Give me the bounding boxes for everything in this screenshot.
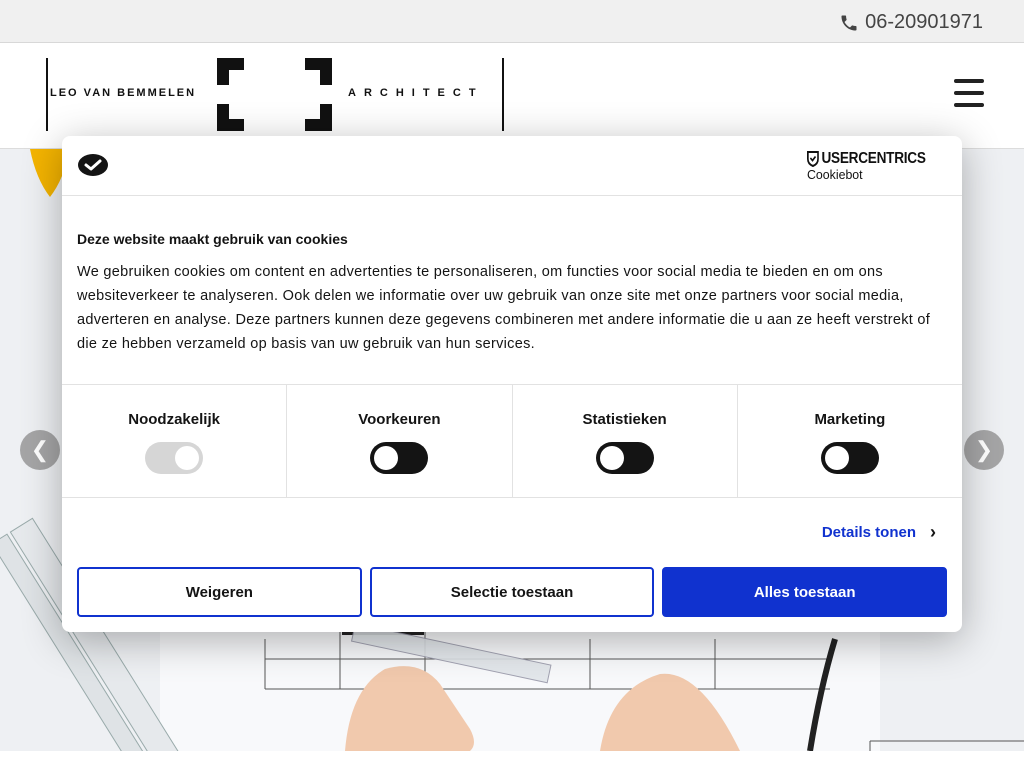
hamburger-menu-icon[interactable] (954, 79, 984, 107)
cookie-consent-dialog (62, 136, 962, 632)
statistics-toggle[interactable] (596, 442, 654, 474)
logo-divider (502, 58, 504, 131)
category-preferences (287, 385, 512, 497)
usercentrics-brand-name: USERCENTRICS (821, 150, 927, 167)
logo-text-architect: ARCHITECT (348, 87, 484, 99)
preferences-toggle[interactable] (370, 442, 428, 474)
page-background (0, 751, 1024, 768)
dialog-actions (77, 567, 947, 617)
phone-number[interactable]: 06-20901971 (865, 11, 983, 33)
category-label: Marketing (814, 411, 886, 428)
chevron-left-icon: ❮ (30, 437, 50, 462)
allow-all-button[interactable]: Alles toestaan (662, 567, 947, 617)
cookiebot-brand-name: Cookiebot (807, 167, 863, 182)
usercentrics-logo[interactable] (807, 150, 947, 182)
show-details-link[interactable] (822, 522, 936, 543)
category-statistics (513, 385, 738, 497)
category-necessary (62, 385, 287, 497)
dialog-description: We gebruiken cookies om content en advertenties te personaliseren, om functies voor social media te bieden en om ons websiteverkeer te analyseren. Ook delen we informatie over uw gebruik van onze site met onze partners voor social media, adverteren en analyse. Deze partners kunnen deze gegevens combineren met andere informatie die u aan ze heeft verstrekt of die ze hebben verzameld op basis van uw gebruik van hun services. (77, 264, 931, 352)
allow-selection-button[interactable]: Selectie toestaan (370, 567, 655, 617)
cookiebot-logo-icon (77, 153, 109, 177)
consent-categories (62, 384, 962, 498)
top-bar (0, 0, 1024, 43)
chevron-right-icon: ❯ (974, 437, 994, 462)
deny-button[interactable]: Weigeren (77, 567, 362, 617)
dialog-header (62, 136, 962, 196)
phone-icon (839, 13, 859, 33)
category-label: Noodzakelijk (128, 411, 220, 428)
site-header (0, 43, 1024, 149)
dialog-title: Deze website maakt gebruik van cookies (77, 231, 348, 247)
dialog-body (77, 231, 947, 356)
slider-next-button[interactable] (964, 430, 1004, 470)
category-marketing (738, 385, 962, 497)
logo-mark-icon (217, 58, 332, 131)
necessary-toggle (145, 442, 203, 474)
site-logo[interactable] (46, 58, 504, 131)
chevron-right-icon: › (930, 522, 936, 542)
show-details-label[interactable]: Details tonen (821, 524, 916, 541)
shield-icon (807, 151, 819, 167)
category-label: Voorkeuren (358, 411, 441, 428)
marketing-toggle[interactable] (821, 442, 879, 474)
logo-text-name: LEO VAN BEMMELEN (50, 87, 197, 99)
category-label: Statistieken (582, 411, 667, 428)
phone-link[interactable] (839, 11, 983, 34)
slider-prev-button[interactable] (20, 430, 60, 470)
logo-divider (46, 58, 48, 131)
